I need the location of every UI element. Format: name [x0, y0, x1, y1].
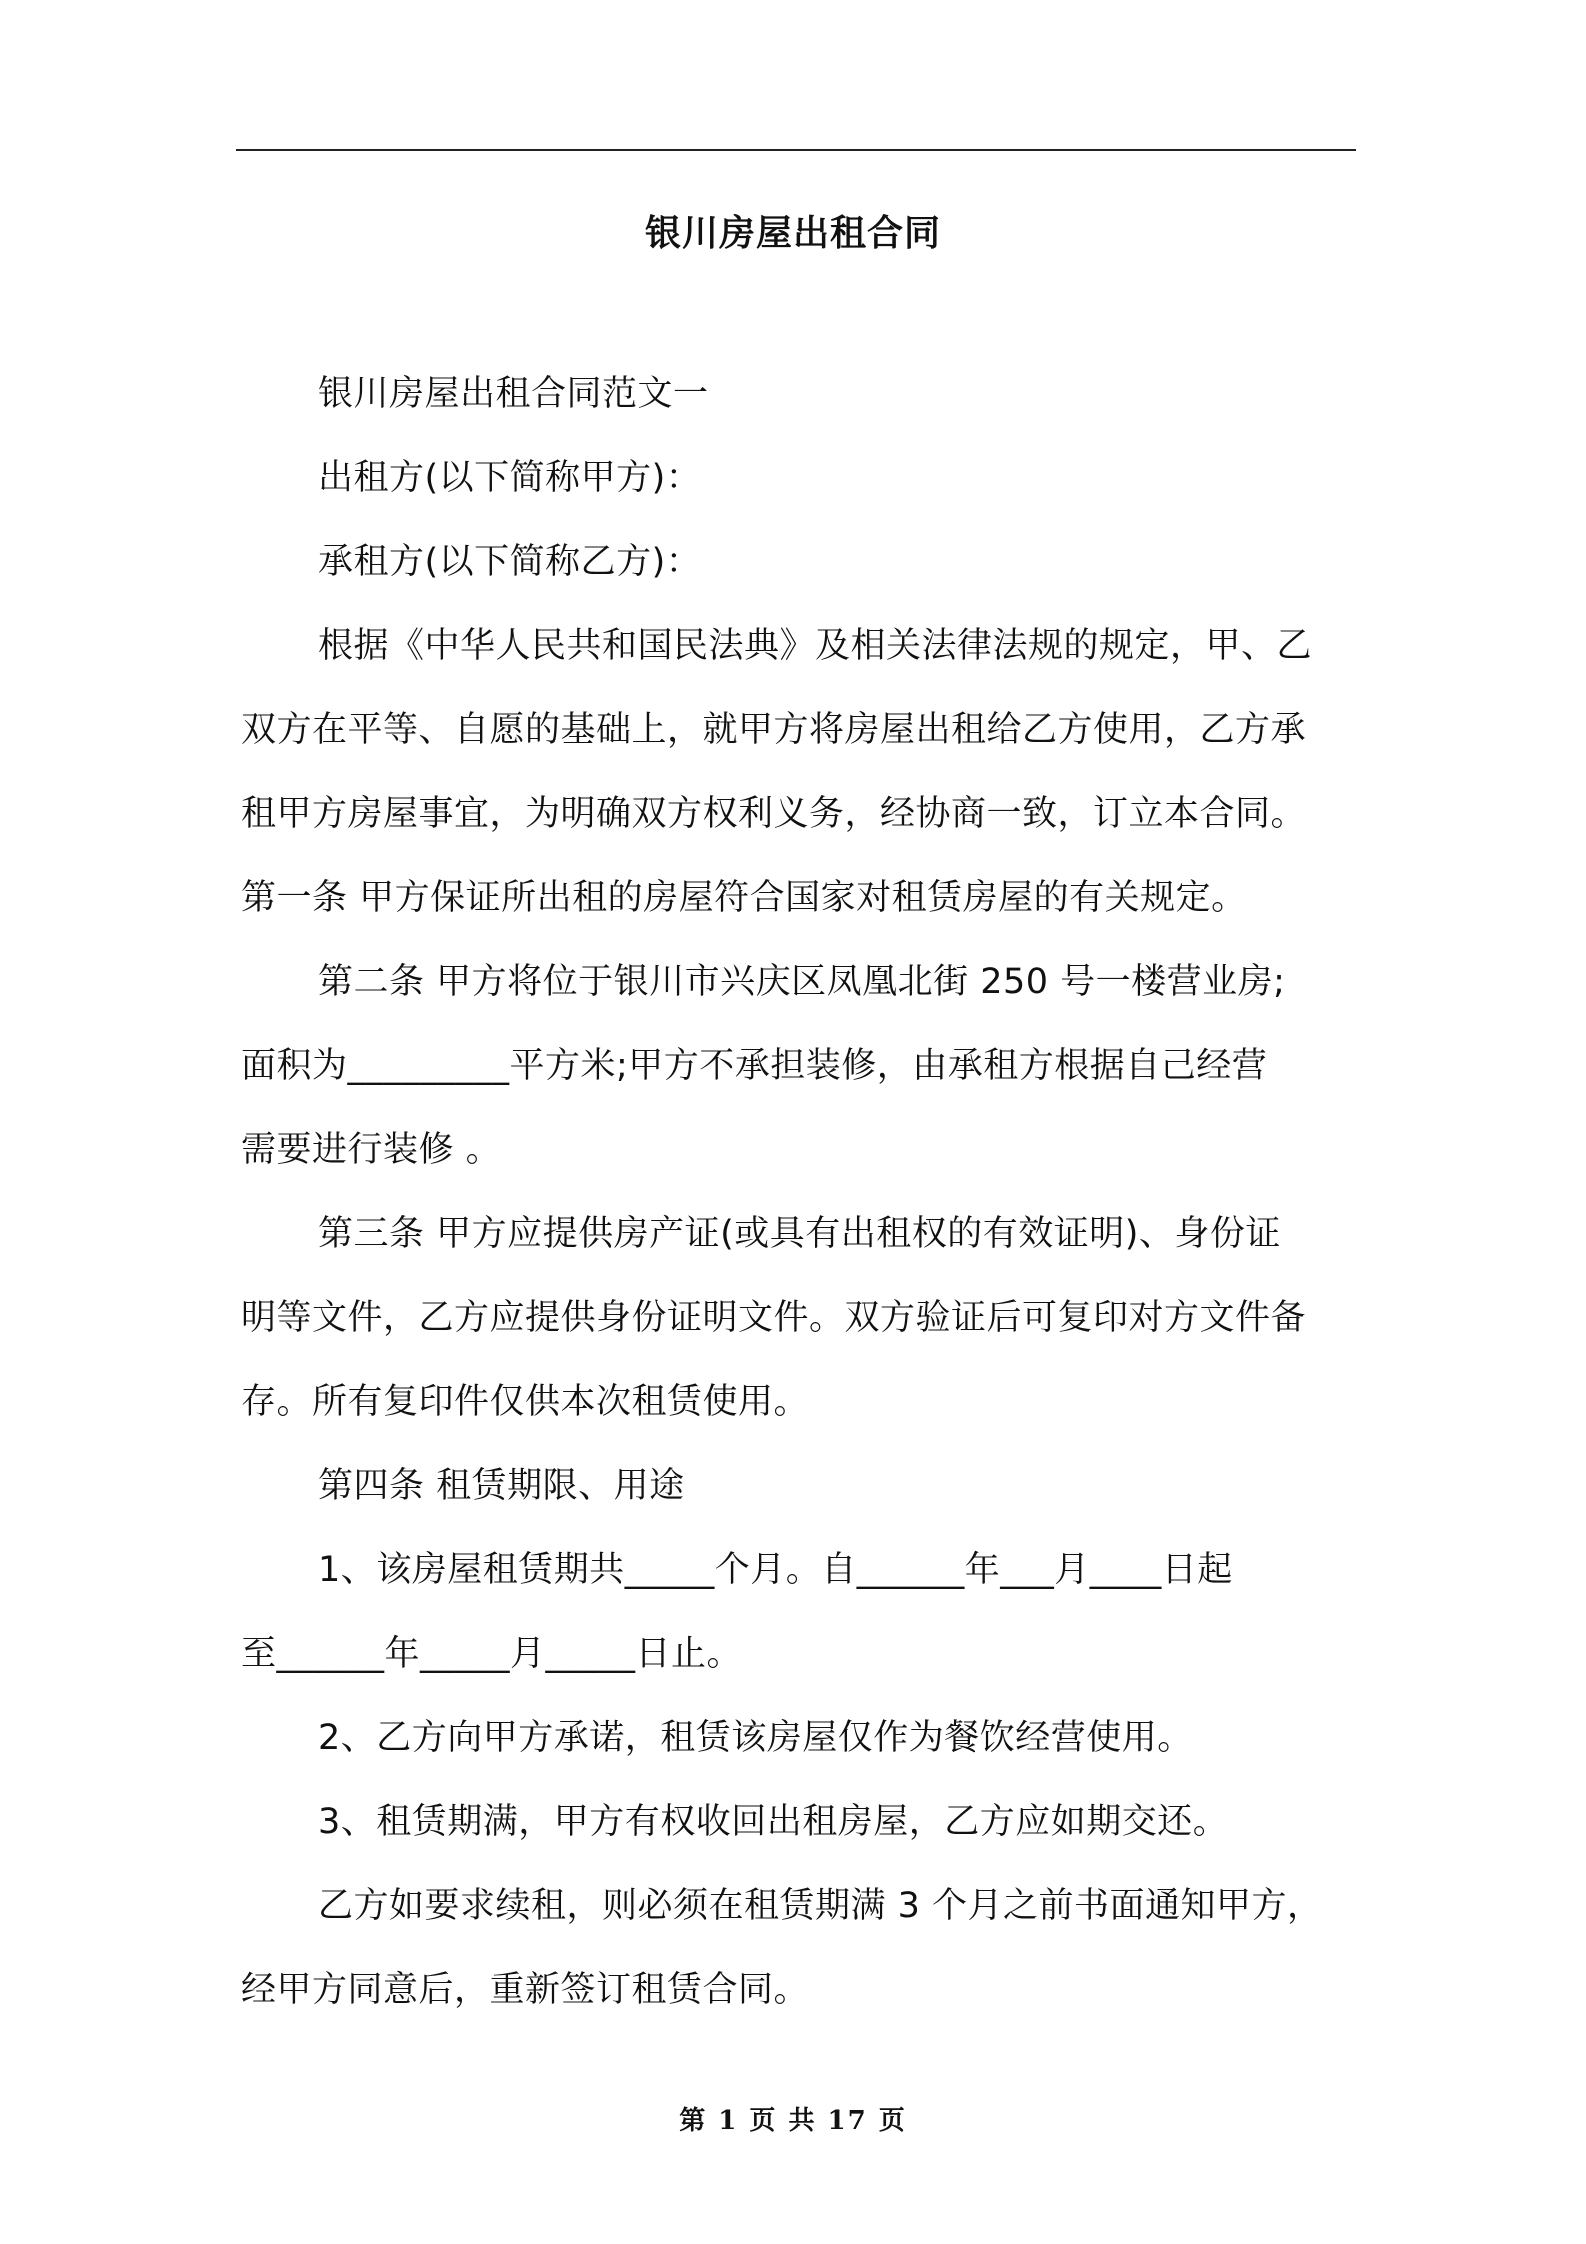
article-2-line-3: 需要进行装修 。 — [241, 1130, 502, 1170]
article-2-line-2: 面积为_________平方米;甲方不承担装修，由承租方根据自己经营 — [241, 1046, 1268, 1086]
renewal-line-2: 经甲方同意后，重新签订租赁合同。 — [241, 1970, 810, 2010]
article-2-line-1: 第二条 甲方将位于银川市兴庆区凤凰北街 250 号一楼营业房; — [318, 962, 1286, 1002]
article-1: 第一条 甲方保证所出租的房屋符合国家对租赁房屋的有关规定。 — [241, 878, 1247, 918]
preamble-line-1: 根据《中华人民共和国民法典》及相关法律法规的规定，甲、乙 — [318, 626, 1313, 666]
document-title: 银川房屋出租合同 — [644, 213, 941, 254]
page-number: 第 1 页 共 17 页 — [679, 2106, 907, 2136]
article-4-item-3: 3、租赁期满，甲方有权收回出租房屋，乙方应如期交还。 — [318, 1802, 1229, 1842]
header-rule — [236, 149, 1356, 151]
line-lessee: 承租方(以下简称乙方)： — [318, 542, 702, 582]
article-3-line-2: 明等文件，乙方应提供身份证明文件。双方验证后可复印对方文件备 — [241, 1298, 1307, 1338]
preamble-line-3: 租甲方房屋事宜，为明确双方权利义务，经协商一致，订立本合同。 — [241, 794, 1307, 834]
line-lessor: 出租方(以下简称甲方)： — [318, 458, 702, 498]
renewal-line-1: 乙方如要求续租，则必须在租赁期满 3 个月之前书面通知甲方， — [318, 1886, 1323, 1926]
preamble-line-2: 双方在平等、自愿的基础上，就甲方将房屋出租给乙方使用，乙方承 — [241, 710, 1307, 750]
article-4-item-1-line-2: 至______年_____月_____日止。 — [241, 1634, 743, 1674]
article-4-item-1-line-1: 1、该房屋租赁期共_____个月。自______年___月____日起 — [318, 1550, 1233, 1590]
article-4-heading: 第四条 租赁期限、用途 — [318, 1466, 685, 1506]
article-3-line-1: 第三条 甲方应提供房产证(或具有出租权的有效证明)、身份证 — [318, 1214, 1281, 1254]
article-3-line-3: 存。所有复印件仅供本次租赁使用。 — [241, 1382, 810, 1422]
article-4-item-2: 2、乙方向甲方承诺，租赁该房屋仅作为餐饮经营使用。 — [318, 1718, 1193, 1758]
line-subtitle: 银川房屋出租合同范文一 — [318, 374, 709, 414]
